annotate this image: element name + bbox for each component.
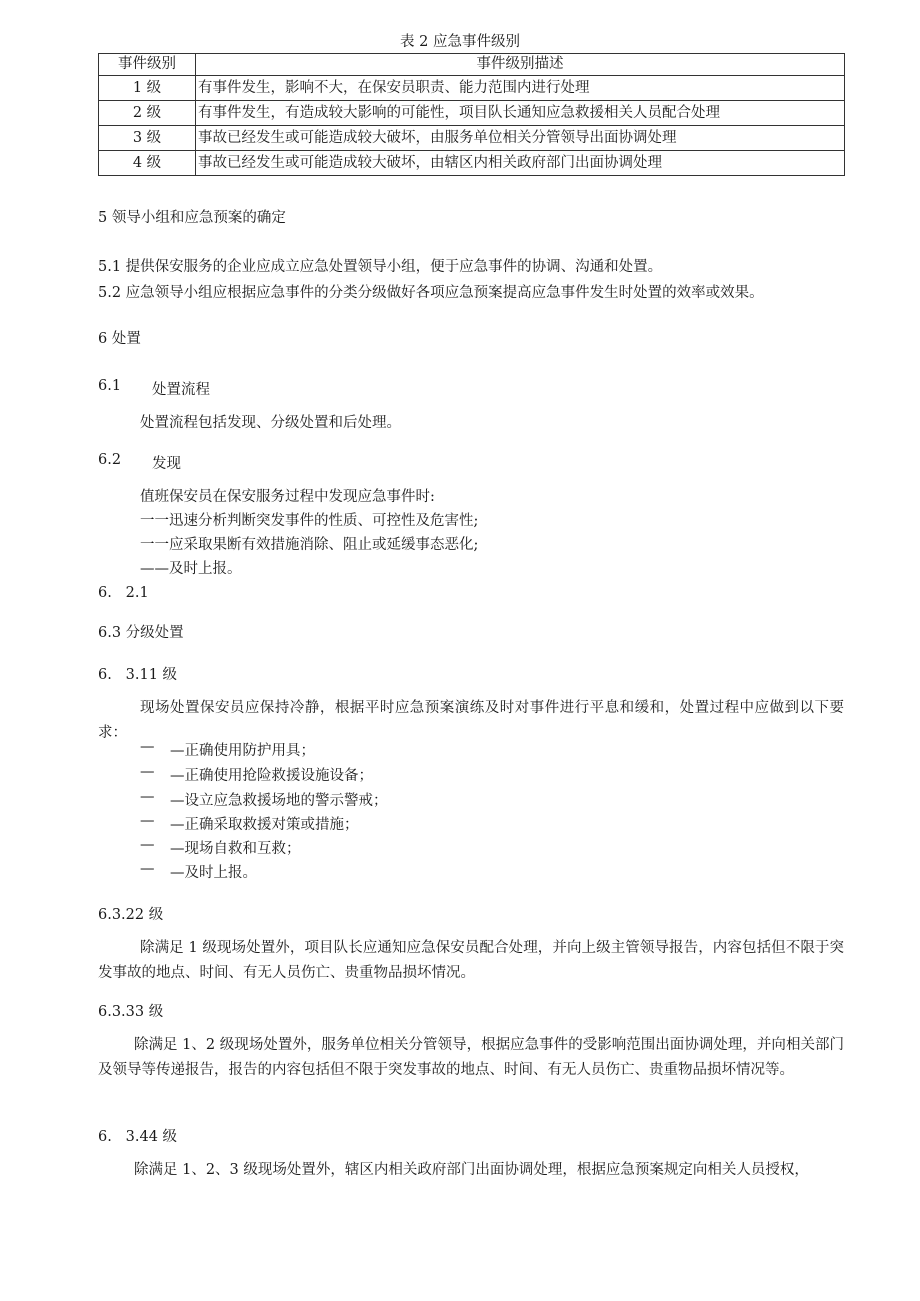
list-item: —正确使用抢险救援设施设备； [170, 768, 373, 784]
cell-level: 3 级 [99, 126, 196, 151]
clause-6-2-number: 6.2 [98, 452, 122, 468]
clause-6-3-3-text: 除满足 1、2 级现场处置外，服务单位相关分管领导，根据应急事件的受影响范围出面协调处理，并向相关部门及领导等传递报告，报告的内容包括但不限于突发事故的地点、时间、有无人员伤亡、贵重物品损坏情况等。 [98, 1037, 844, 1078]
section-5-title: 5 领导小组和应急预案的确定 [98, 210, 286, 226]
list-dash: — [140, 861, 155, 877]
table-header-row [99, 54, 845, 76]
cell-description: 有事件发生，影响不大，在保安员职责、能力范围内进行处理 [196, 76, 845, 101]
list-item: 一一应采取果断有效措施消除、阻止或延缓事态恶化; [140, 537, 479, 553]
list-dash: — [140, 764, 155, 780]
clause-6-2-1: 6. 2.1 [98, 585, 149, 601]
table-row [99, 151, 845, 176]
list-dash: — [140, 813, 155, 829]
list-dash: — [140, 837, 155, 853]
clause-6-3-1-title: 6. 3.11 级 [98, 667, 178, 683]
section-6-title: 6 处置 [98, 331, 141, 347]
list-item: —设立应急救援场地的警示警戒； [170, 793, 388, 809]
table-caption: 表 2 应急事件级别 [400, 34, 520, 50]
list-item: —正确采取救援对策或措施； [170, 817, 359, 833]
cell-description: 有事件发生，有造成较大影响的可能性，项目队长通知应急救援相关人员配合处理 [196, 101, 845, 126]
list-item: —及时上报。 [170, 865, 257, 881]
list-item: —现场自救和互救； [170, 841, 301, 857]
cell-description: 事故已经发生或可能造成较大破坏，由服务单位相关分管领导出面协调处理 [196, 126, 845, 151]
cell-level: 1 级 [99, 76, 196, 101]
clause-6-1-number: 6.1 [98, 378, 122, 394]
clause-6-3-2-text: 除满足 1 级现场处置外，项目队长应通知应急保安员配合处理，并向上级主管领导报告，内容包括但不限于突发事故的地点、时间、有无人员伤亡、贵重物品损坏情况。 [98, 940, 844, 981]
clause-5-1: 5.1 提供保安服务的企业应成立应急处置领导小组，便于应急事件的协调、沟通和处置。 [98, 259, 663, 275]
section-6-3-title: 6.3 分级处置 [98, 625, 184, 641]
event-level-table [98, 53, 845, 176]
header-description: 事件级别描述 [196, 54, 845, 76]
cell-description: 事故已经发生或可能造成较大破坏，由辖区内相关政府部门出面协调处理 [196, 151, 845, 176]
clause-6-1-text: 处置流程包括发现、分级处置和后处理。 [140, 415, 401, 431]
clause-6-3-4-title: 6. 3.44 级 [98, 1129, 178, 1145]
table-row [99, 76, 845, 101]
header-level: 事件级别 [99, 54, 196, 76]
clause-6-3-2-title: 6.3.22 级 [98, 907, 164, 923]
clause-6-3-3-title: 6.3.33 级 [98, 1004, 164, 1020]
list-dash: — [140, 739, 155, 755]
list-dash: — [140, 789, 155, 805]
clause-6-3-1-text: 现场处置保安员应保持冷静，根据平时应急预案演练及时对事件进行平息和缓和，处置过程中应做到以下要求： [98, 700, 844, 741]
table-row [99, 126, 845, 151]
list-item: 一一迅速分析判断突发事件的性质、可控性及危害性; [140, 513, 479, 529]
cell-level: 4 级 [99, 151, 196, 176]
list-item: —正确使用防护用具； [170, 743, 315, 759]
clause-6-3-4-text: 除满足 1、2、3 级现场处置外，辖区内相关政府部门出面协调处理，根据应急预案规定向相关人员授权， [134, 1162, 809, 1178]
cell-level: 2 级 [99, 101, 196, 126]
clause-6-2-title: 发现 [152, 456, 181, 472]
clause-6-1-title: 处置流程 [152, 382, 210, 398]
clause-6-2-intro: 值班保安员在保安服务过程中发现应急事件时: [140, 489, 435, 505]
table-row [99, 101, 845, 126]
clause-5-2: 5.2 应急领导小组应根据应急事件的分类分级做好各项应急预案提高应急事件发生时处置的效率或效果。 [98, 285, 764, 301]
list-item: ——及时上报。 [140, 561, 242, 577]
